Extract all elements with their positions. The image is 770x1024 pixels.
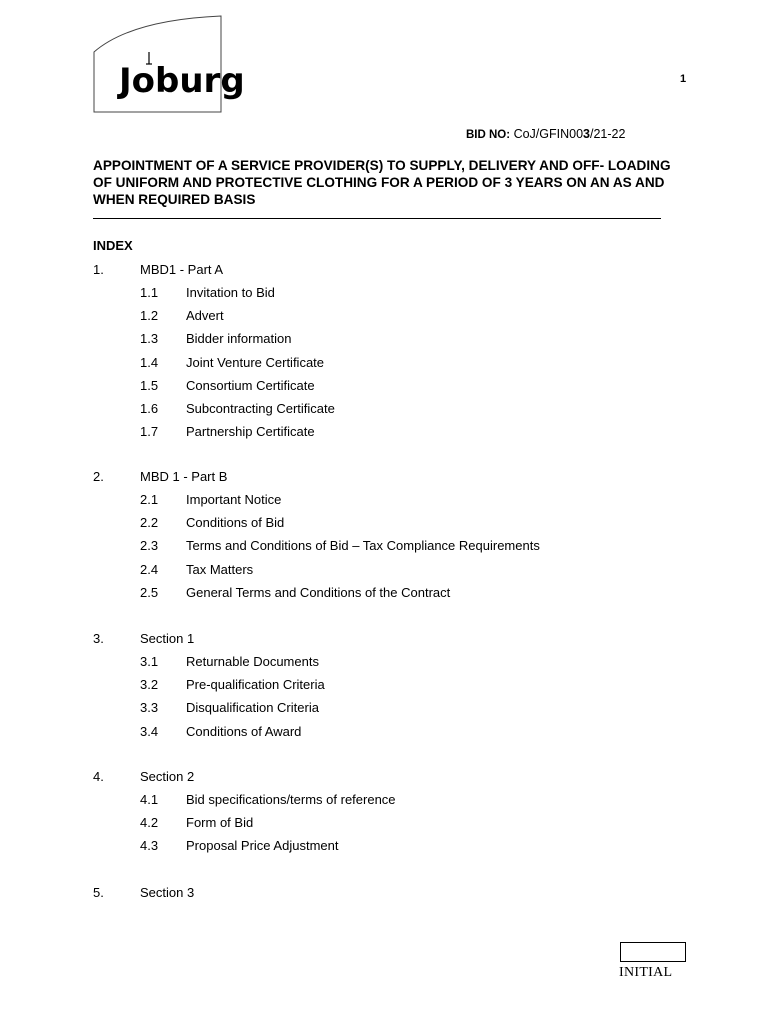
page-number: 1 xyxy=(680,73,687,85)
item-number: 1.1 xyxy=(140,285,159,300)
item-number: 1.6 xyxy=(140,401,159,416)
item-title: Consortium Certificate xyxy=(186,377,315,393)
section-number: 1. xyxy=(93,262,104,277)
bid-number-value-post: /21-22 xyxy=(590,127,626,141)
item-number: 2.2 xyxy=(140,515,159,531)
item-title: Returnable Documents xyxy=(186,654,319,669)
item-number: 2.1 xyxy=(140,492,159,507)
item-number: 3.2 xyxy=(140,677,159,693)
section-number: 3. xyxy=(93,631,104,646)
section-title: Section 3 xyxy=(140,885,195,900)
item-title: Joint Venture Certificate xyxy=(186,354,325,370)
bid-number-value-pre: CoJ/GFIN00 xyxy=(513,127,584,141)
initial-label: INITIAL xyxy=(619,965,673,980)
item-title: Terms and Conditions of Bid – Tax Compliance Requirements xyxy=(186,538,540,554)
section-number: 5. xyxy=(93,885,104,900)
item-number: 3.4 xyxy=(140,723,159,739)
item-number: 2.5 xyxy=(140,584,159,600)
item-number: 1.4 xyxy=(140,354,159,370)
logo-wordmark: Joburg xyxy=(119,61,245,101)
item-title: Invitation to Bid xyxy=(186,285,275,300)
item-title: Subcontracting Certificate xyxy=(186,401,335,416)
section-title: Section 1 xyxy=(140,631,195,646)
item-title: Bidder information xyxy=(186,331,292,347)
item-title: General Terms and Conditions of the Contract xyxy=(186,584,451,600)
item-title: Disqualification Criteria xyxy=(186,700,319,716)
section-number: 2. xyxy=(93,469,104,484)
bid-number-label: BID NO: xyxy=(466,129,511,141)
item-number: 1.3 xyxy=(140,331,159,347)
joburg-logo xyxy=(91,14,245,114)
item-number: 3.3 xyxy=(140,700,159,716)
item-title: Tax Matters xyxy=(186,561,254,577)
bid-number-value-bold: 3 xyxy=(583,127,590,141)
section-title: MBD 1 - Part B xyxy=(140,469,228,484)
item-number: 1.5 xyxy=(140,377,159,393)
initial-box[interactable] xyxy=(620,942,686,962)
item-title: Conditions of Award xyxy=(186,723,302,739)
bid-number xyxy=(466,127,625,141)
item-title: Proposal Price Adjustment xyxy=(186,838,339,854)
item-title: Bid specifications/terms of reference xyxy=(186,792,396,807)
section-title: MBD1 - Part A xyxy=(140,262,224,277)
item-title: Pre-qualification Criteria xyxy=(186,677,325,693)
item-title: Conditions of Bid xyxy=(186,515,285,531)
index-heading: INDEX xyxy=(93,238,133,253)
section-number: 4. xyxy=(93,769,104,784)
item-title: Important Notice xyxy=(186,492,282,507)
item-number: 4.3 xyxy=(140,838,159,854)
item-title: Partnership Certificate xyxy=(186,424,315,440)
section-title: Section 2 xyxy=(140,769,195,784)
item-number: 2.4 xyxy=(140,561,159,577)
item-title: Form of Bid xyxy=(186,815,254,831)
title-divider xyxy=(93,218,661,219)
item-number: 4.2 xyxy=(140,815,159,831)
item-title: Advert xyxy=(186,308,224,324)
item-number: 1.7 xyxy=(140,424,159,440)
item-number: 1.2 xyxy=(140,308,159,324)
item-number: 4.1 xyxy=(140,792,159,807)
item-number: 2.3 xyxy=(140,538,159,554)
document-title: APPOINTMENT OF A SERVICE PROVIDER(S) TO SUPPLY, DELIVERY AND OFF- LOADING OF UNIFORM AND PROTECTIVE CLOTHING FOR A PERIOD OF 3 YEARS ON AN AS AND WHEN REQUIRED BASIS xyxy=(93,158,671,207)
item-number: 3.1 xyxy=(140,654,159,669)
